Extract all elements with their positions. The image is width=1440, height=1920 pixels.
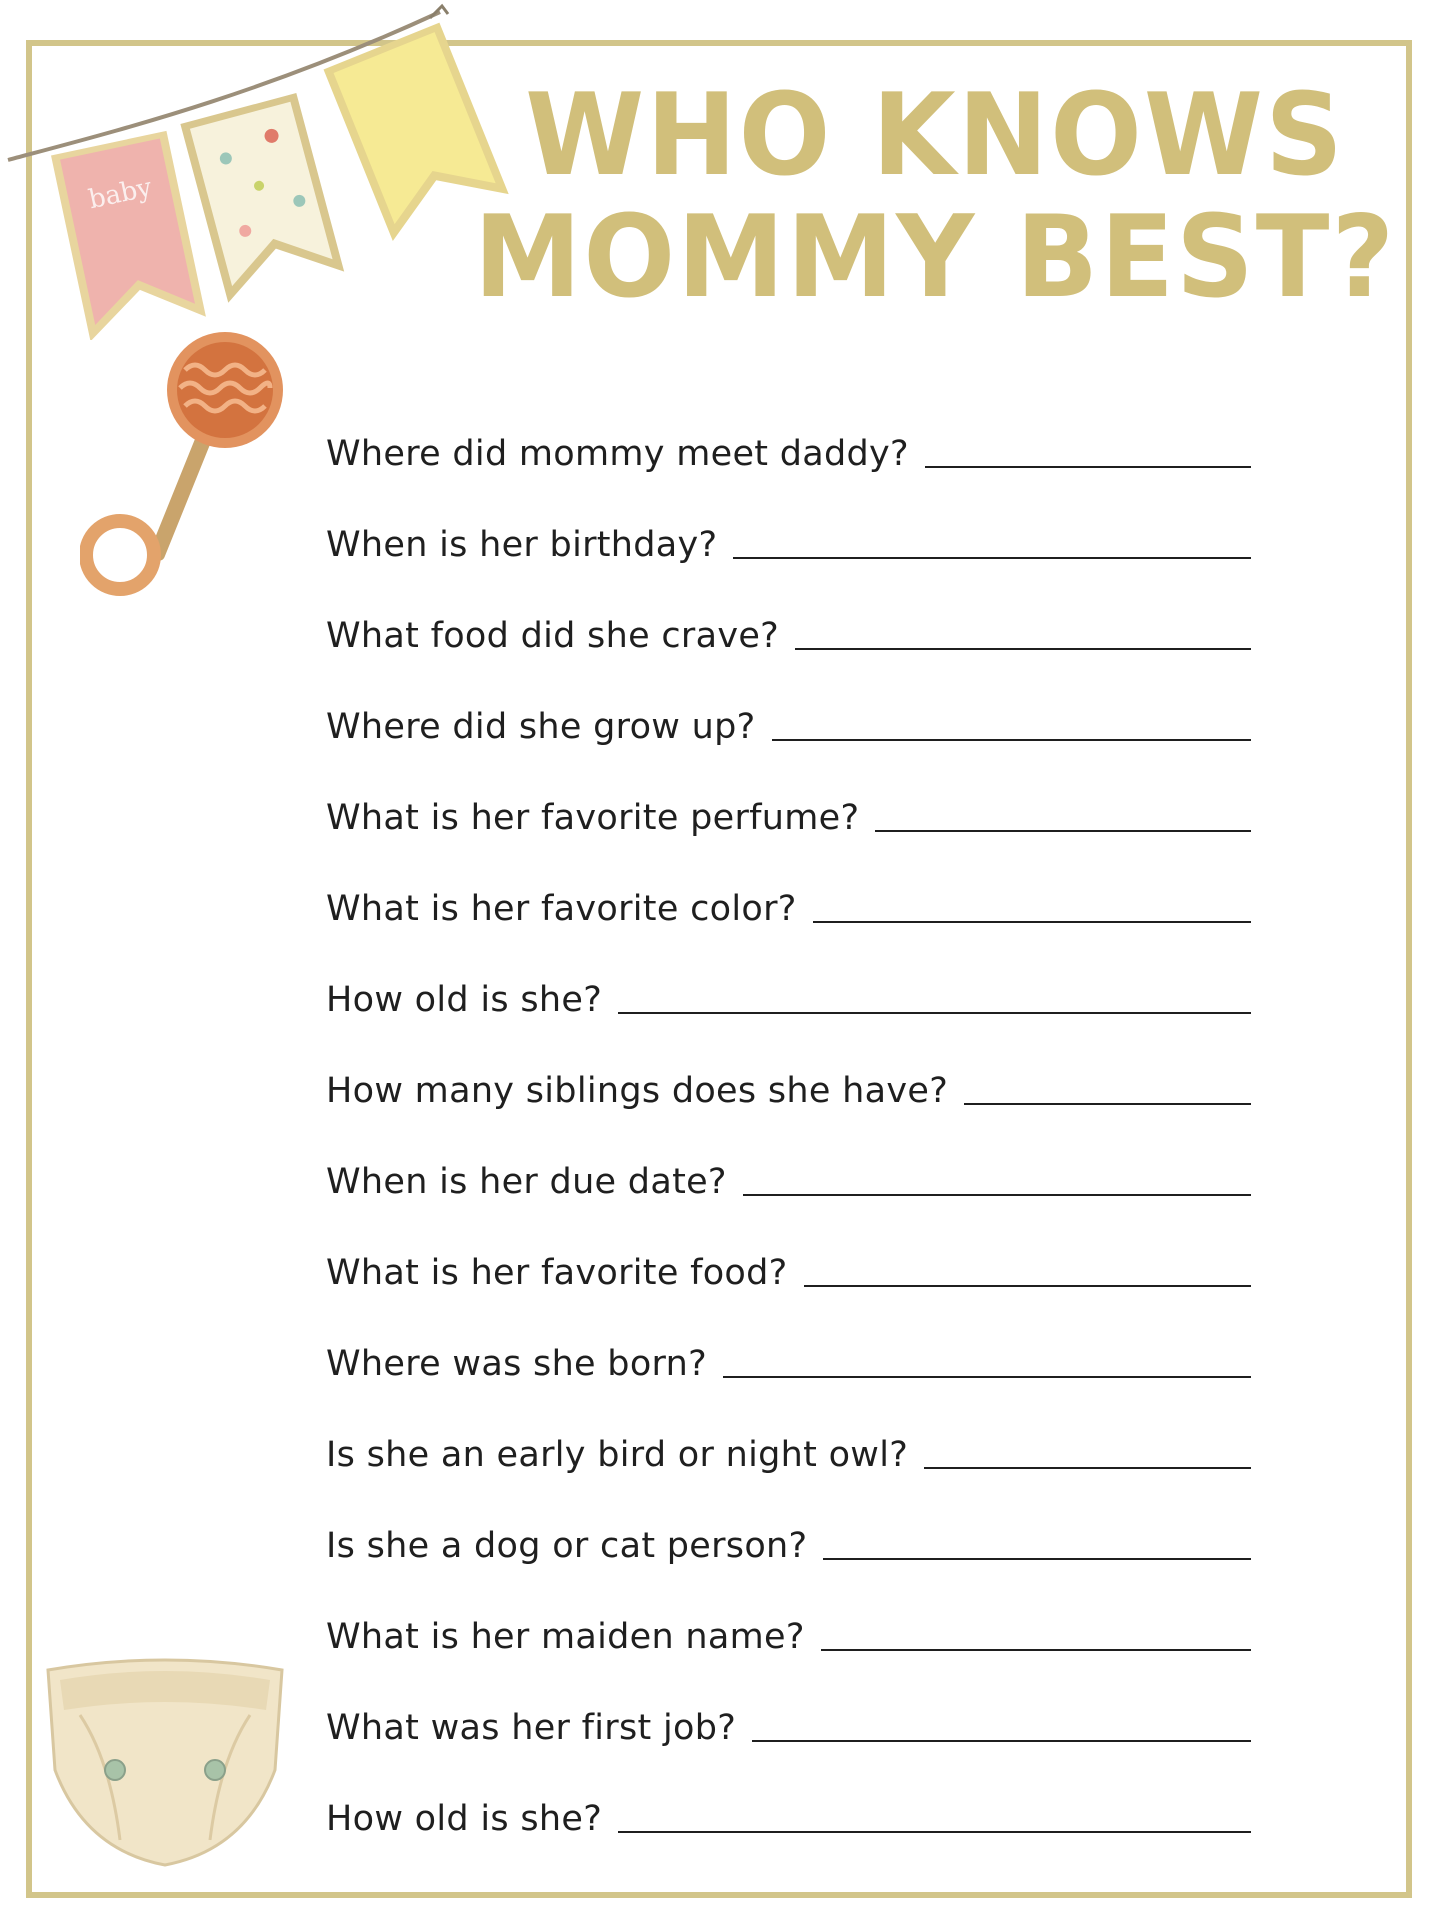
question-text: Where was she born? — [326, 1344, 707, 1384]
answer-line[interactable] — [804, 1285, 1251, 1287]
question-row — [326, 602, 1251, 662]
question-row — [326, 1512, 1251, 1572]
answer-line[interactable] — [795, 648, 1251, 650]
question-text: Where did mommy meet daddy? — [326, 434, 909, 474]
answer-line[interactable] — [813, 921, 1251, 923]
answer-line[interactable] — [875, 830, 1251, 832]
answer-line[interactable] — [752, 1740, 1251, 1742]
question-row — [326, 1421, 1251, 1481]
banner-flag-text: baby — [86, 172, 155, 216]
question-row — [326, 1148, 1251, 1208]
answer-line[interactable] — [618, 1831, 1251, 1833]
question-text: What was her first job? — [326, 1708, 737, 1748]
title-line-1: WHO KNOWS — [525, 69, 1345, 202]
diaper-icon — [40, 1650, 290, 1880]
question-row — [326, 1330, 1251, 1390]
bunting-banner-icon — [0, 0, 520, 340]
question-text: What is her favorite color? — [326, 889, 797, 929]
question-text: How many siblings does she have? — [326, 1071, 949, 1111]
question-row — [326, 1694, 1251, 1754]
answer-line[interactable] — [772, 739, 1251, 741]
answer-line[interactable] — [618, 1012, 1251, 1014]
question-text: What is her favorite food? — [326, 1253, 788, 1293]
answer-line[interactable] — [821, 1649, 1251, 1651]
title-line-2: MOMMY BEST? — [473, 191, 1397, 324]
answer-line[interactable] — [964, 1103, 1251, 1105]
question-text: When is her birthday? — [326, 525, 718, 565]
question-row — [326, 875, 1251, 935]
question-text: Is she a dog or cat person? — [326, 1526, 808, 1566]
question-text: How old is she? — [326, 980, 603, 1020]
question-text: What is her maiden name? — [326, 1617, 805, 1657]
page-title — [470, 69, 1400, 324]
question-row — [326, 1785, 1251, 1845]
question-text: Is she an early bird or night owl? — [326, 1435, 909, 1475]
question-text: What is her favorite perfume? — [326, 798, 860, 838]
question-row — [326, 1057, 1251, 1117]
question-row — [326, 1239, 1251, 1299]
answer-line[interactable] — [743, 1194, 1251, 1196]
answer-line[interactable] — [723, 1376, 1251, 1378]
question-text: When is her due date? — [326, 1162, 727, 1202]
question-row — [326, 420, 1251, 480]
question-text: Where did she grow up? — [326, 707, 756, 747]
question-row — [326, 1603, 1251, 1663]
question-row — [326, 966, 1251, 1026]
answer-line[interactable] — [823, 1558, 1251, 1560]
question-text: What food did she crave? — [326, 616, 780, 656]
answer-line[interactable] — [924, 1467, 1251, 1469]
baby-rattle-icon — [80, 330, 310, 610]
question-row — [326, 784, 1251, 844]
question-row — [326, 511, 1251, 571]
question-row — [326, 693, 1251, 753]
answer-line[interactable] — [733, 557, 1251, 559]
question-text: How old is she? — [326, 1799, 603, 1839]
answer-line[interactable] — [925, 466, 1251, 468]
